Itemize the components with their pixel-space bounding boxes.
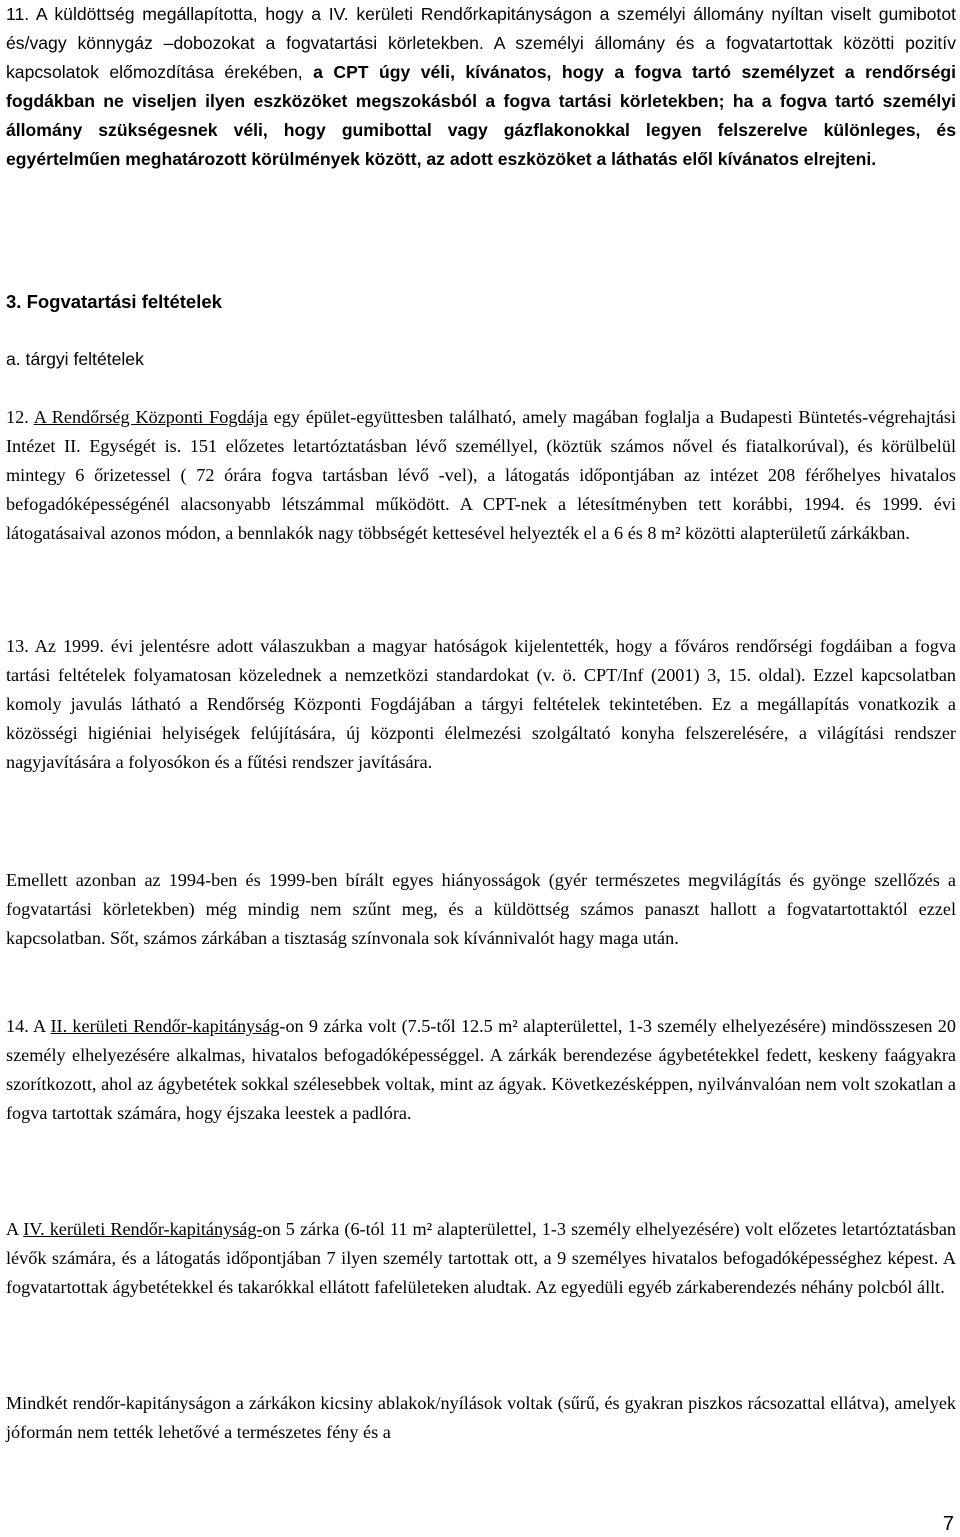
section-a-heading: a. tárgyi feltételek	[6, 349, 144, 369]
paragraph-12	[6, 403, 956, 548]
paragraph-14-text: -on 9 zárka volt (7.5-től 12.5 m² alapterülettel, 1-3 személy elhelyezésére) mindösszesen 20 személy elhelyezésére alkalmas, hivatalos befogadóképességgel. A zárkák berendezése ágybetétekkel fedett, keskeny faágyakra szorítkozott, ahol az ágybetétek sokkal szélesebbek voltak, mint az ágyak. Következésképpen, nyilvánvalóan nem volt szokatlan a fogva tartottak számára, hogy éjszaka leestek a padlóra.	[6, 1016, 956, 1123]
paragraph-11-recommendation: a CPT úgy véli, kívánatos, hogy a fogva tartó személyzet a rendőrségi fogdákban ne viseljen ilyen eszközöket megszokásból a fogva tartási körletekben; ha a fogva tartó személyi állomány szükségesnek véli, hogy gumibottal vagy gázflakonokkal legyen felszerelve különleges, és egyértelműen meghatározott körülmények között, az adott eszközöket a láthatás elől kívánatos elrejteni.	[6, 62, 956, 169]
paragraph-12-text: egy épület-együttesben található, amely magában foglalja a Budapesti Büntetés-végrehajtási Intézet II. Egységét is. 151 előzetes letartóztatásban lévő személlyel, (köztük számos nővel és fiatalkorúval), és körülbelül mintegy 6 őrizetessel ( 72 órára fogva tartásban lévő -vel), a látogatás időpontjában az intézet 208 férőhelyes hivatalos befogadóképességénél alacsonyabb létszámmal működött. A CPT-nek a létesítményben tett korábbi, 1994. és 1999. évi látogatásaival azonos módon, a bennlakók nagy többségét kettesével helyezték el a 6 és 8 m² közötti alapterületű zárkákban.	[6, 407, 957, 543]
central-detention-facility-link[interactable]: A Rendőrség Központi Fogdája	[33, 407, 268, 427]
paragraph-13: 13. Az 1999. évi jelentésre adott válaszukban a magyar hatóságok kijelentették, hogy a főváros rendőrségi fogdáiban a fogva tartási feltételek folyamatosan közelednek a nemzetközi standardokat (v. ö. CPT/Inf (2001) 3, 15. oldal). Ezzel kapcsolatban komoly javulás látható a Rendőrség Központi Fogdájában a tárgyi feltételek tekintetében. Ez a megállapítás vonatkozik a közösségi higiéniai helyiségek felújítására, új központi élelmezési szolgáltató konyha felszerelésére, a világítási rendszer nagyjavítására a folyosókon és a fűtési rendszer javítására.	[6, 636, 956, 772]
paragraph-14b	[6, 1215, 956, 1302]
paragraph-11	[6, 0, 956, 174]
section-3-heading: 3. Fogvatartási feltételek	[6, 291, 222, 312]
page-number: 7	[942, 1513, 954, 1535]
paragraph-14c: Mindkét rendőr-kapitányságon a zárkákon kicsiny ablakok/nyílások voltak (sűrű, és gyakran piszkos rácsozattal ellátva), amelyek jóformán nem tették lehetővé a természetes fény és a	[6, 1393, 956, 1442]
paragraph-12-number: 12.	[6, 407, 29, 427]
paragraph-14-start: 14. A	[6, 1016, 51, 1036]
paragraph-14b-start: A	[6, 1219, 24, 1239]
paragraph-14	[6, 1012, 956, 1128]
paragraph-13b: Emellett azonban az 1994-ben és 1999-ben bírált egyes hiányosságok (gyér természetes megvilágítás és gyönge szellőzés a fogvatartási körletekben) még mindig nem szűnt meg, és a küldöttség számos panaszt hallott a fogvatartottaktól ezzel kapcsolatban. Sőt, számos zárkában a tisztaság színvonala sok kívánnivalót hagy maga után.	[6, 870, 956, 948]
paragraph-11-intro: 11. A küldöttség megállapította, hogy a IV. kerületi Rendőrkapitányságon a személyi állomány nyíltan viselt gumibotot és/vagy könnygáz –dobozokat a fogvatartási körletekben. A személyi állomány és a fogvatartottak közötti pozitív kapcsolatok előmozdítása érekében,	[6, 4, 956, 82]
district-4-police-link[interactable]: IV. kerületi Rendőr-kapitányság-	[23, 1219, 263, 1239]
district-2-police-link[interactable]: II. kerületi Rendőr-kapitányság	[50, 1016, 280, 1036]
paragraph-14b-text: on 5 zárka (6-tól 11 m² alapterülettel, 1-3 személy elhelyezésére) volt előzetes letartóztatásban lévők számára, és a látogatás időpontjában 7 ilyen személy tartottak ott, a 9 személyes hivatalos befogadóképességhez képest. A fogvatartottak ágybetétekkel és takarókkal ellátott fafelületeken aludtak. Az egyedüli egyéb zárkaberendezés néhány polcból állt.	[6, 1219, 956, 1297]
